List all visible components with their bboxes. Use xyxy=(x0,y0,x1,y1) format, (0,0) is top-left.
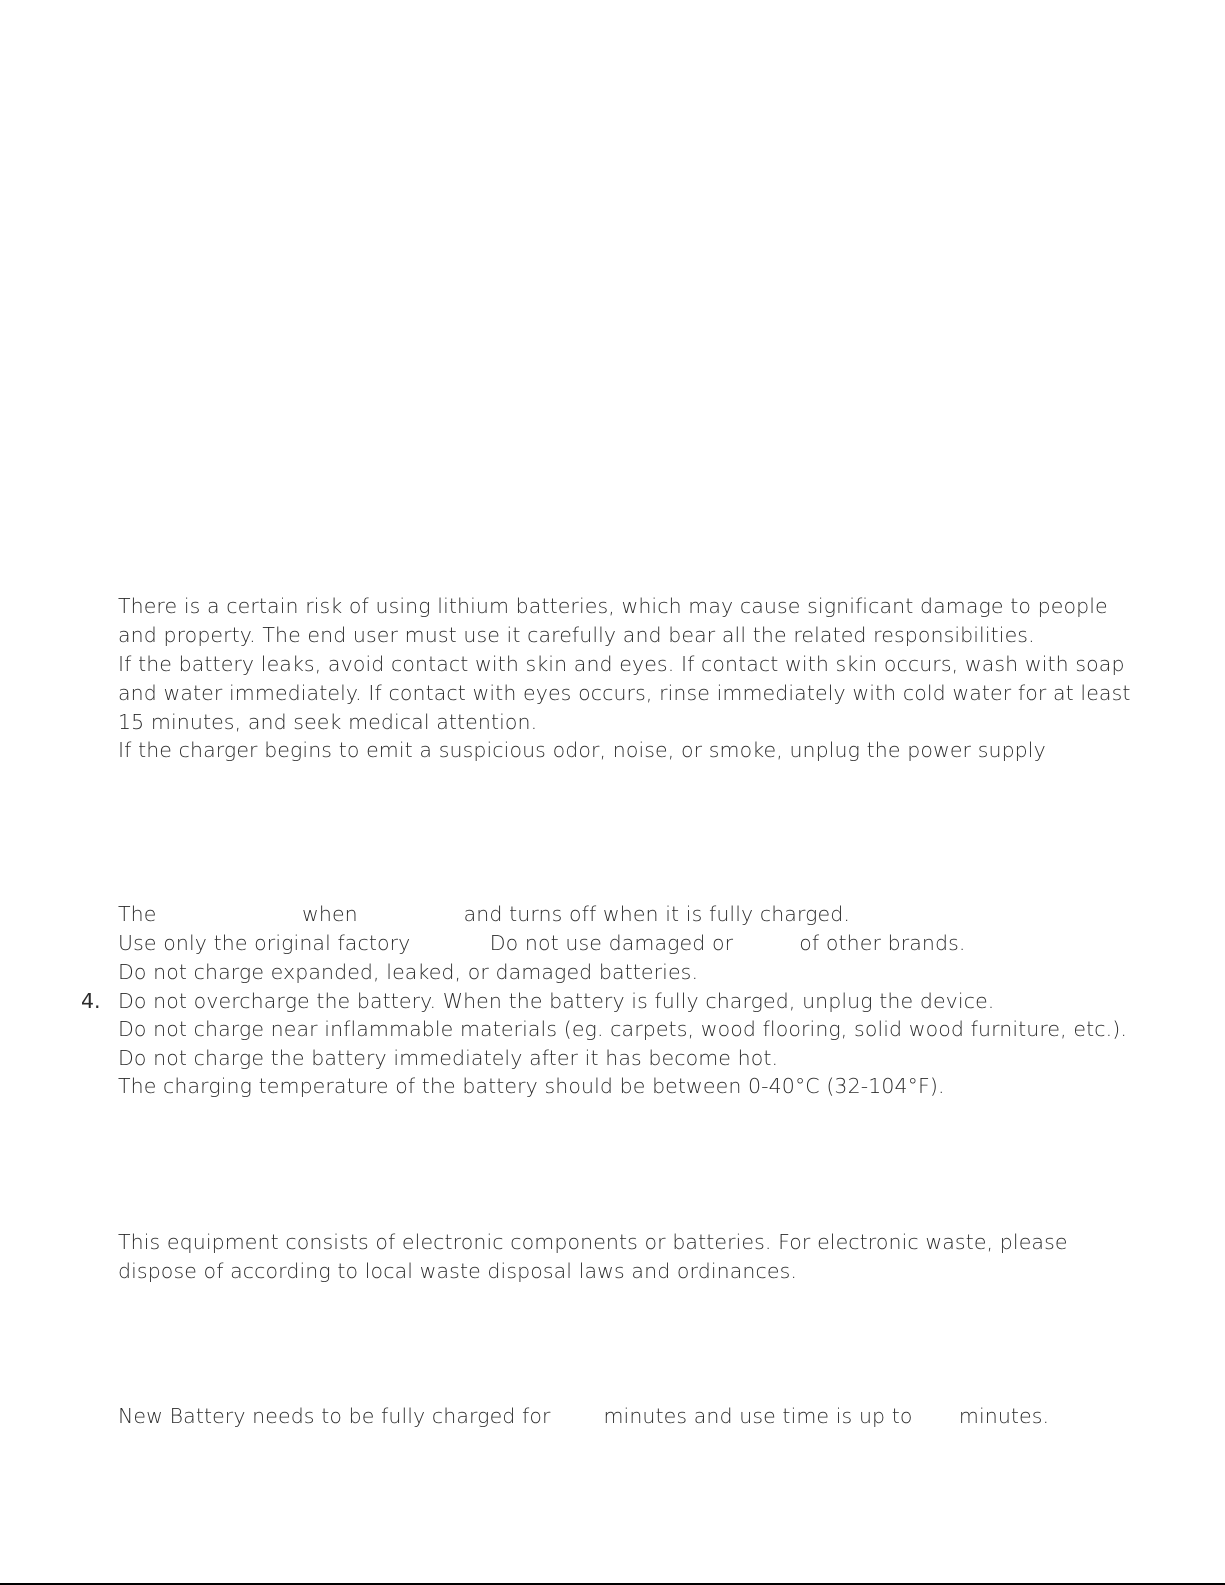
safety-line-6: If the charger begins to emit a suspicious odor, noise, or smoke, unplug the power supply xyxy=(118,738,1046,762)
safety-line-3: If the battery leaks, avoid contact with skin and eyes. If contact with skin occurs, wash with soap xyxy=(118,652,1125,676)
safety-line-1: There is a certain risk of using lithium batteries, which may cause significant damage to people xyxy=(118,594,1108,618)
charging-line-6: Do not charge the battery immediately after it has become hot. xyxy=(118,1046,779,1070)
charging-line-2: Use only the original factory Do not use damaged or of other brands. xyxy=(118,931,966,955)
disposal-line-1: This equipment consists of electronic components or batteries. For electronic waste, please xyxy=(118,1230,1068,1254)
safety-line-5: 15 minutes, and seek medical attention. xyxy=(118,710,538,734)
charging-line-4: Do not overcharge the battery. When the battery is fully charged, unplug the device. xyxy=(118,989,995,1013)
safety-line-2: and property. The end user must use it carefully and bear all the related responsibilities. xyxy=(118,623,1035,647)
battery-line-1: New Battery needs to be fully charged for minutes and use time is up to minutes. xyxy=(118,1404,1050,1428)
safety-line-4: and water immediately. If contact with eyes occurs, rinse immediately with cold water for at least xyxy=(118,681,1131,705)
charging-line-3: Do not charge expanded, leaked, or damaged batteries. xyxy=(118,960,699,984)
charging-line-1: The when and turns off when it is fully charged. xyxy=(118,902,850,926)
charging-line-7: The charging temperature of the battery should be between 0-40°C (32-104°F). xyxy=(118,1074,945,1098)
charging-item-number-4: 4. xyxy=(81,989,101,1013)
disposal-line-2: dispose of according to local waste disposal laws and ordinances. xyxy=(118,1259,797,1283)
charging-line-5: Do not charge near inflammable materials (eg. carpets, wood flooring, solid wood furniture, etc.). xyxy=(118,1017,1127,1041)
